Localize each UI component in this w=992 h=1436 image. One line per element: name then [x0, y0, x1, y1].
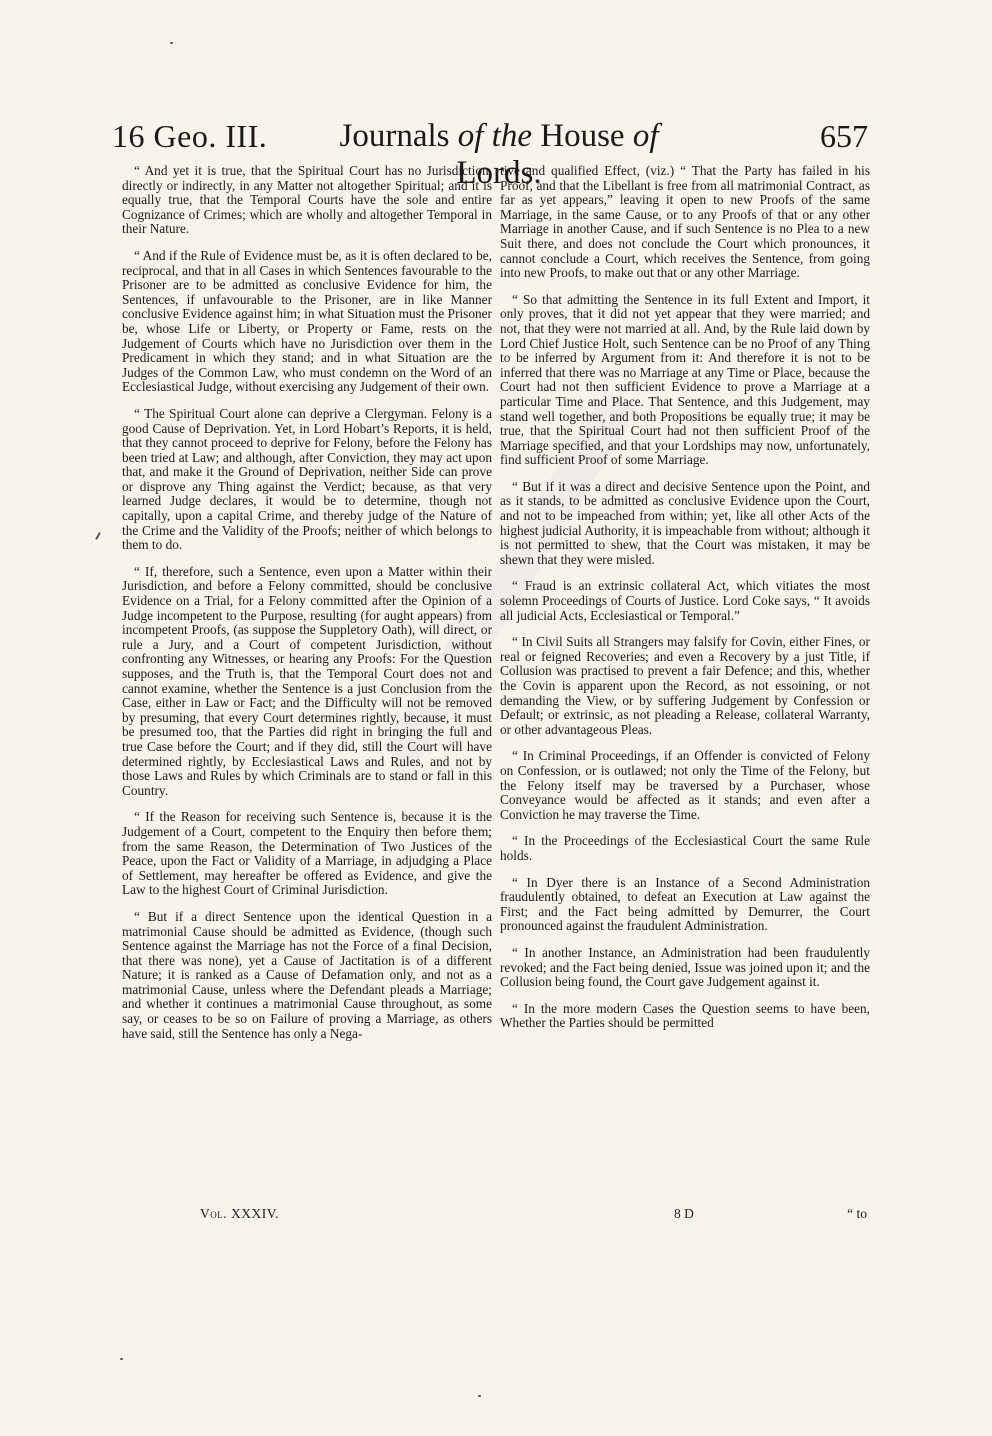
- paragraph: “ So that admitting the Sentence in its full Extent and Import, it only proves, that it did not yet appear that they were married; and not, that they were not married at all. And, by the Rule laid down by Lord Chief Justice Holt, such Sentence can be no Proof of any Thing to be inferred by Argument from it: And therefore it is not to be inferred that there was no Marriage at any Time or Place, because the Court had not then sufficient Evidence to prove a Marriage at a particular Time and Place. That Sentence, and this Judgement, may stand well together, and both Propositions be equally true; it may be true, that the Spiritual Court had not then sufficient Proof of the Marriage specified, and that your Lordships may now, unfortunately, find sufficient Proof of some Marriage.: [500, 291, 870, 468]
- volume-label: Vol. XXXIV.: [200, 1206, 280, 1221]
- paragraph: “ And if the Rule of Evidence must be, as it is often declared to be, reciprocal, and that in all Cases in which Sentences favourable to the Prisoner are to be admitted as conclusive Evidence for him, the Sentences, if unfavourable to the Prisoner, are in like Manner conclusive Evidence against him; in what Situation must the Prisoner be, whose Life or Liberty, or Property or Fame, rests on the Judgement of Courts which have no Jurisdiction over them in the Predicament in which they stand; and in what Situation are the Judges of the Common Law, who must condemn on the Word of an Ecclesiastical Judge, without exercising any Judgement of their own.: [122, 247, 492, 395]
- paragraph: “ In Dyer there is an Instance of a Second Administration fraudulently obtained, to defeat an Execution at Law against the First; and the Fact being admitted by Demurrer, the Court pronounced against the fraudulent Administration.: [500, 874, 870, 934]
- header-title-word: House: [540, 118, 625, 154]
- header-regnal-year: 16 Geo. III.: [112, 118, 268, 154]
- header-title-word: of: [632, 118, 659, 154]
- right-column: [500, 164, 870, 1043]
- left-column: [122, 164, 492, 1053]
- paragraph: “ In Criminal Proceedings, if an Offender is convicted of Felony on Confession, or is outlawed; not only the Time of the Felony, but the Felony itself may be traversed by a Purchaser, whose Conveyance would be affected as it stands; and even after a Conviction he may traverse the Time.: [500, 748, 870, 822]
- paragraph: “ If the Reason for receiving such Sentence is, because it is the Judgement of a Court, competent to the Enquiry then before them; from the same Reason, the Determination of Two Justices of the Peace, upon the Fact or Validity of a Marriage, in adjudging a Place of Settlement, may hereafter be offered as Evidence, and give the Law to the highest Court of Criminal Jurisdiction.: [122, 809, 492, 898]
- paper-speck: [478, 1395, 481, 1397]
- header-title-word: Lords.: [456, 155, 542, 191]
- header-title-word: of the: [457, 118, 532, 154]
- paragraph: “ And yet it is true, that the Spiritual Court has no Jurisdiction, directly or indirectly, in any Matter not altogether Spiritual; and it is equally true, that the Temporal Courts have the sole and entire Cognizance of Crimes; which are wholly and altogether Temporal in their Nature.: [122, 163, 492, 237]
- paragraph: “ In the more modern Cases the Question seems to have been, Whether the Parties should be permitted: [500, 1000, 870, 1031]
- paragraph: “ But if a direct Sentence upon the identical Question in a matrimonial Cause should be admitted as Evidence, (though such Sentence against the Marriage has not the Force of a final Decision, that there was none), yet a Cause of Jactitation is of a different Nature; it is ranked as a Cause of Defamation only, and not as a matrimonial Cause, unless where the Defendant pleads a Marriage; and whether it continues a matrimonial Cause throughout, as some say, or ceases to be so on Failure of proving a Marriage, as others have said, still the Sentence has only a Nega-: [122, 908, 492, 1041]
- paragraph: “ In the Proceedings of the Ecclesiastical Court the same Rule holds.: [500, 833, 870, 863]
- page-footer: [122, 1206, 867, 1226]
- paper-speck: [170, 42, 173, 44]
- header-title-word: Journals: [339, 118, 450, 154]
- page-number: 657: [820, 118, 868, 154]
- paragraph: “ If, therefore, such a Sentence, even upon a Matter within their Jurisdiction, and before a Felony committed, should be conclusive Evidence on a Trial, for a Felony committed after the Opinion of a Judge incompetent to the Purpose, resulting (for aught appears) from incompetent Proofs, (as suppose the Suppletory Oath), will direct, or rule a Jury, and a Court of competent Jurisdiction, without confronting any Witnesses, or hearing any Proofs: For the Question supposes, and the Truth is, that the Temporal Court does not and cannot examine, whether the Sentence is a just Conclusion from the Case, either in Law or Fact; and the Difficulty will not be removed by presuming, that every Court determines rightly, because, it must be presumed too, that the Parties did right in bringing the full and true Case before the Court; and if they did, still the Court will have determined rightly, by Ecclesiastical Laws and Rules, and not by those Laws and Rules by which Criminals are to stand or fall in this Country.: [122, 563, 492, 798]
- paragraph: “ Fraud is an extrinsic collateral Act, which vitiates the most solemn Proceedings of Courts of Justice. Lord Coke says, “ It avoids all judicial Acts, Ecclesiastical or Temporal.”: [500, 578, 870, 623]
- paragraph: “ In another Instance, an Administration had been fraudulently revoked; and the Fact being denied, Issue was joined upon it; and the Collusion being found, the Court gave Judgement against it.: [500, 944, 870, 990]
- paragraph: “ In Civil Suits all Strangers may falsify for Covin, either Fines, or real or feigned Recoveries; and even a Recovery by a just Title, if Collusion was practised to prevent a fair Defence; and this, whether the Covin is apparent upon the Record, as not essoining, or not demanding the View, or by suffering Judgement by Confession or Default; or extrinsic, as not pleading a Release, collateral Warranty, or other advantageous Pleas.: [500, 634, 870, 737]
- signature-mark: 8 D: [674, 1206, 694, 1221]
- paragraph: tive and qualified Effect, (viz.) “ That the Party has failed in his Proof, and that the Libellant is free from all matrimonial Contract, as far as yet appears,” leaving it open to new Proofs of the same Marriage, in the same Cause, or to any Proofs of that or any other Marriage in another Cause, and if such Sentence is no Plea to a new Suit there, and does not conclude the Court which pronounces, it cannot conclude a Court, which receives the Sentence, from going into new Proofs, to make out that or any other Marriage.: [500, 163, 870, 281]
- catchword: “ to: [847, 1206, 867, 1221]
- paragraph: “ But if it was a direct and decisive Sentence upon the Point, and as it stands, to be admitted as conclusive Evidence upon the Court, and not to be impeached from within; yet, like all other Acts of the highest judicial Authority, it is impeachable from without; although it is not permitted to shew, that the Court was mistaken, it may be shewn that they were misled.: [500, 478, 870, 567]
- paper-speck: [120, 1358, 123, 1360]
- paper-speck: [95, 532, 101, 540]
- paragraph: “ The Spiritual Court alone can deprive a Clergyman. Felony is a good Cause of Deprivation. Yet, in Lord Hobart’s Reports, it is held, that they cannot proceed to deprive for Felony, before the Felony has been tried at Law; and although, after Conviction, they may act upon that, and make it the Ground of Deprivation, neither Side can prove or disprove any Thing against the Verdict; because, as that very learned Judge declares, it would be to determine, though not capitally, upon a capital Crime, and thereby judge of the Nature of the Crime and the Validity of the Proofs; neither of which belongs to them to do.: [122, 405, 492, 553]
- running-header: [112, 118, 868, 191]
